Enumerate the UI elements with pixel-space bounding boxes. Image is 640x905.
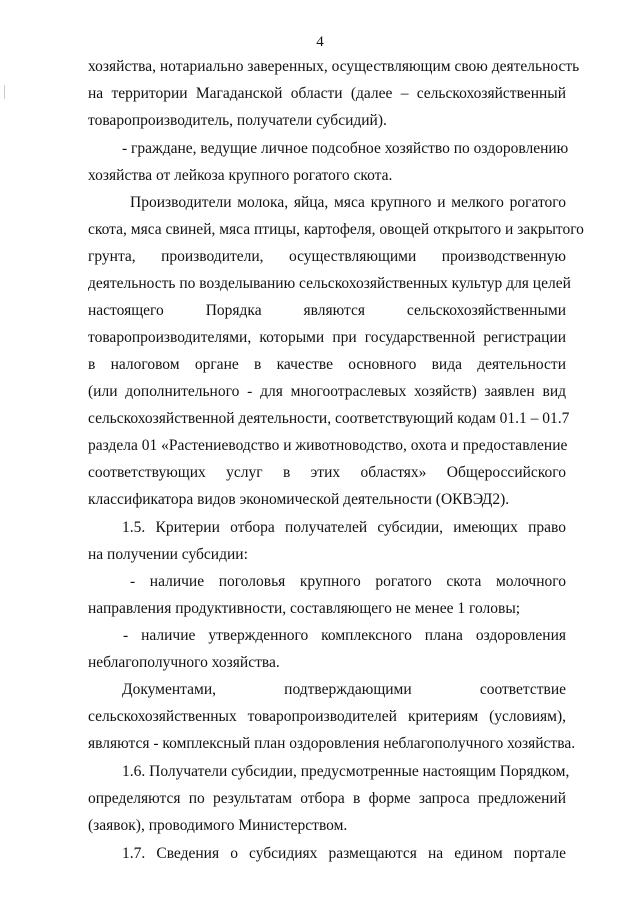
text-line: скота, мяса свиней, мяса птицы, картофеля, овощей открытого и закрытого	[88, 221, 584, 238]
text-line: Производители молока, яйца, мяса крупного и мелкого рогатого	[130, 194, 566, 211]
text-line: (или дополнительного - для многоотраслевых хозяйств) заявлен вид	[88, 383, 566, 400]
text-line: Документами, подтверждающими соответствие	[122, 681, 566, 698]
list-item: - наличие утвержденного комплексного плана оздоровления	[123, 627, 566, 644]
text-line: являются - комплексный план оздоровления неблагополучного хозяйства.	[88, 735, 576, 752]
text-line: неблагополучного хозяйства.	[88, 654, 280, 671]
text-line: товаропроизводитель, получатели субсидий).	[88, 112, 387, 129]
text-line: грунта, производители, осуществляющими производственную	[88, 248, 566, 265]
section-1-6-heading: 1.6. Получатели субсидии, предусмотренные настоящим Порядком,	[122, 763, 570, 780]
text-line: сельскохозяйственной деятельности, соответствующий кодам 01.1 – 01.7	[88, 410, 570, 427]
text-line: классификатора видов экономической деятельности (ОКВЭД2).	[88, 491, 510, 508]
text-line: на территории Магаданской области (далее – сельскохозяйственный	[88, 85, 566, 102]
text-line: настоящего Порядка являются сельскохозяйственными	[88, 302, 566, 319]
text-line: - граждане, ведущие личное подсобное хозяйство по оздоровлению	[122, 140, 569, 157]
text-line: хозяйства от лейкоза крупного рогатого скота.	[88, 167, 393, 184]
section-1-7-heading: 1.7. Сведения о субсидиях размещаются на едином портале	[122, 845, 566, 862]
page-number: 4	[316, 34, 324, 50]
text-line: определяются по результатам отбора в форме запроса предложений	[88, 790, 566, 807]
text-line: товаропроизводителями, которыми при государственной регистрации	[88, 329, 566, 346]
text-line: раздела 01 «Растениеводство и животноводство, охота и предоставление	[88, 437, 568, 454]
list-item: - наличие поголовья крупного рогатого скота молочного	[130, 573, 566, 590]
text-line: хозяйства, нотариально заверенных, осуществляющим свою деятельность	[88, 58, 580, 75]
text-line: (заявок), проводимого Министерством.	[88, 817, 348, 834]
text-line: направления продуктивности, составляющего не менее 1 головы;	[88, 600, 521, 617]
text-line: сельскохозяйственных товаропроизводителей критериям (условиям),	[88, 708, 566, 725]
text-line: соответствующих услуг в этих областях» Общероссийского	[88, 464, 566, 481]
text-line: на получении субсидии:	[88, 546, 248, 563]
text-line: в налоговом органе в качестве основного вида деятельности	[88, 356, 566, 373]
text-line: деятельность по возделыванию сельскохозяйственных культур для целей	[88, 275, 571, 292]
scan-margin-mark	[4, 85, 5, 99]
section-1-5-heading: 1.5. Критерии отбора получателей субсидии, имеющих право	[122, 519, 566, 536]
